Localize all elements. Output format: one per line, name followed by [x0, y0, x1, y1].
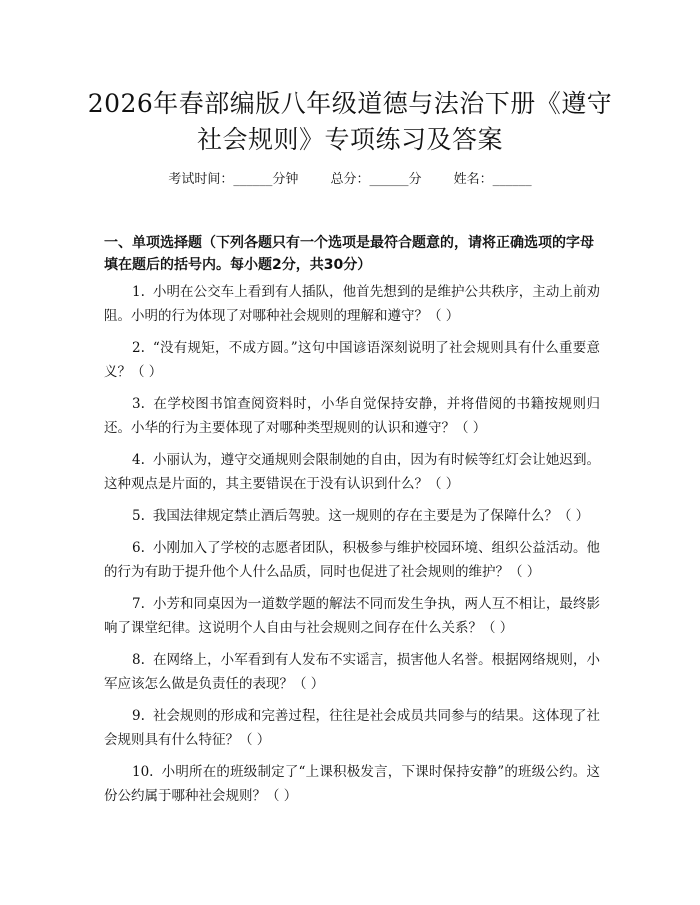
- question-number: 3.: [132, 396, 145, 412]
- question: [104, 280, 600, 328]
- section-title: 一、单项选择题（下列各题只有一个选项是最符合题意的，请将正确选项的字母填在题后的括号内。每小题2分，共30分）: [104, 235, 594, 273]
- question-text: “没有规矩，不成方圆。”这句中国谚语深刻说明了社会规则具有什么重要意义？（ ）: [104, 340, 600, 380]
- question-number: 2.: [132, 340, 145, 356]
- question: [104, 704, 600, 752]
- question: [104, 648, 600, 696]
- question: [104, 504, 600, 528]
- question-text: 社会规则的形成和完善过程，往往是社会成员共同参与的结果。这体现了社会规则具有什么特征？（ ）: [104, 708, 600, 748]
- question-text: 小明所在的班级制定了“上课积极发言，下课时保持安静”的班级公约。这份公约属于哪种社会规则？（ ）: [104, 764, 600, 804]
- question-number: 10.: [132, 764, 154, 780]
- question-text: 我国法律规定禁止酒后驾驶。这一规则的存在主要是为了保障什么？（ ）: [152, 508, 590, 524]
- question: [104, 448, 600, 496]
- student-name: 姓名：______: [453, 172, 532, 187]
- question: [104, 392, 600, 440]
- question-number: 5.: [132, 508, 145, 524]
- total-score: 总分：______分: [330, 172, 422, 187]
- question: [104, 592, 600, 640]
- page-title: 2026年春部编版八年级道德与法治下册《遵守社会规则》专项练习及答案: [87, 89, 613, 154]
- question: [104, 336, 600, 384]
- question-list: [104, 280, 600, 816]
- question-number: 8.: [132, 652, 145, 668]
- question-text: 小明在公交车上看到有人插队，他首先想到的是维护公共秩序，主动上前劝阻。小明的行为体现了对哪种社会规则的理解和遵守？（ ）: [104, 284, 600, 324]
- question-number: 1.: [132, 284, 145, 300]
- question-text: 小丽认为，遵守交通规则会限制她的自由，因为有时候等红灯会让她迟到。这种观点是片面的，其主要错误在于没有认识到什么？（ ）: [104, 452, 600, 492]
- question-text: 在网络上，小军看到有人发布不实谣言，损害他人名誉。根据网络规则，小军应该怎么做是负责任的表现？（ ）: [104, 652, 600, 692]
- question-text: 小刚加入了学校的志愿者团队，积极参与维护校园环境、组织公益活动。他的行为有助于提升他个人什么品质，同时也促进了社会规则的维护？（ ）: [104, 540, 600, 580]
- question: [104, 536, 600, 584]
- question-text: 小芳和同桌因为一道数学题的解法不同而发生争执，两人互不相让，最终影响了课堂纪律。这说明个人自由与社会规则之间存在什么关系？（ ）: [104, 596, 600, 636]
- question: [104, 760, 600, 808]
- question-number: 4.: [132, 452, 145, 468]
- exam-info: [0, 170, 700, 190]
- question-text: 在学校图书馆查阅资料时，小华自觉保持安静，并将借阅的书籍按规则归还。小华的行为主要体现了对哪种类型规则的认识和遵守？（ ）: [104, 396, 600, 436]
- question-number: 9.: [132, 708, 145, 724]
- question-number: 7.: [132, 596, 145, 612]
- question-number: 6.: [132, 540, 145, 556]
- exam-time: 考试时间：______分钟: [168, 172, 299, 187]
